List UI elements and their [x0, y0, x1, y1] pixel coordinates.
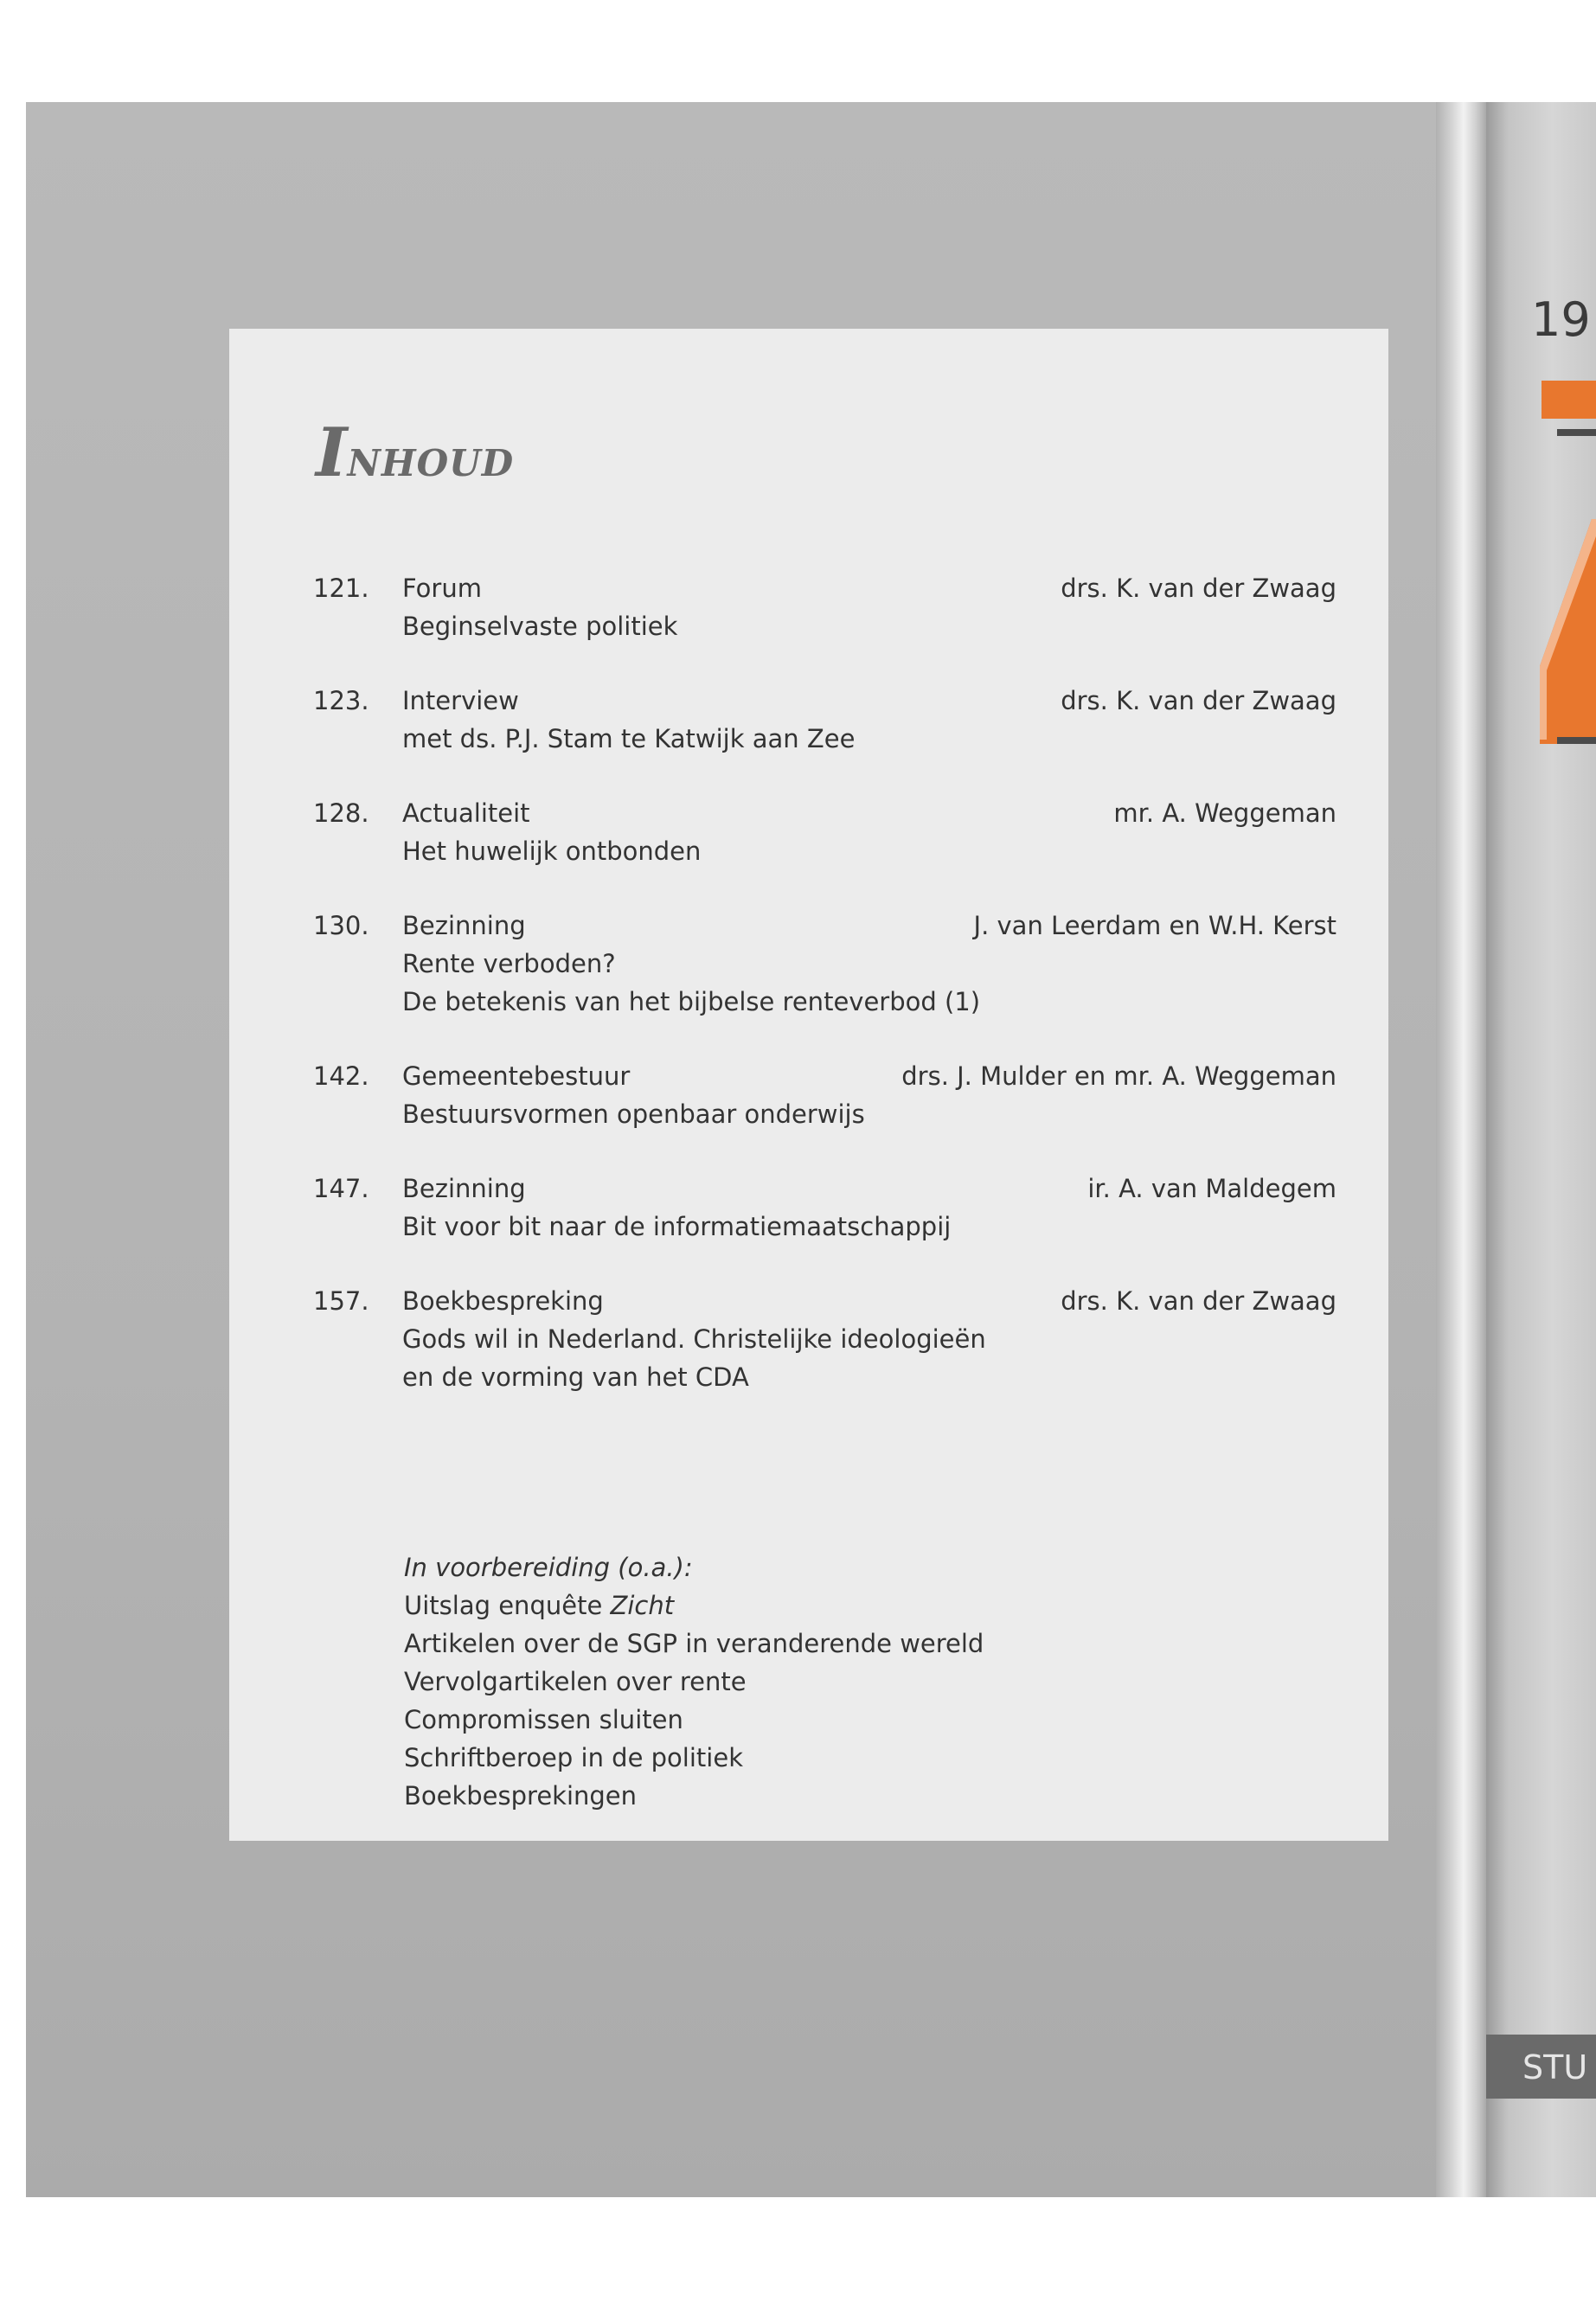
toc-page-number: 128. — [313, 798, 369, 828]
toc-subtitle: Rente verboden? — [402, 949, 616, 978]
in-preparation-item — [404, 1586, 1183, 1625]
page-title — [316, 413, 514, 492]
toc-author: J. van Leerdam en W.H. Kerst — [973, 911, 1336, 940]
adjacent-page-logo-shape — [1531, 519, 1596, 744]
binding-spine — [1436, 102, 1486, 2197]
toc-section: Gemeentebestuur — [402, 1061, 631, 1091]
in-preparation-item: Compromissen sluiten — [404, 1705, 683, 1734]
adjacent-page-accent-bar — [1542, 381, 1596, 419]
toc-section: Bezinning — [402, 1174, 526, 1203]
in-preparation-list — [404, 1548, 1183, 1815]
in-preparation-item: Artikelen over de SGP in veranderende wereld — [404, 1629, 984, 1658]
toc-section: Bezinning — [402, 911, 526, 940]
toc-section: Interview — [402, 686, 519, 715]
toc-page-number: 142. — [313, 1061, 369, 1091]
in-preparation-item-italic: Zicht — [610, 1591, 675, 1620]
toc-section: Boekbespreking — [402, 1286, 604, 1316]
in-preparation-item: Boekbesprekingen — [404, 1781, 638, 1811]
in-preparation-item: Vervolgartikelen over rente — [404, 1667, 747, 1696]
toc-subtitle: Bit voor bit naar de informatiemaatschappij — [402, 1212, 952, 1241]
adjacent-page-year: 19 — [1531, 292, 1591, 347]
toc-author: mr. A. Weggeman — [1113, 798, 1336, 828]
toc-subtitle: en de vorming van het CDA — [402, 1362, 749, 1392]
in-preparation-heading: In voorbereiding (o.a.): — [404, 1553, 693, 1582]
toc-page-number: 121. — [313, 574, 369, 603]
adjacent-page-footer-text: STU — [1522, 2048, 1588, 2086]
toc-subtitle: Bestuursvormen openbaar onderwijs — [402, 1099, 865, 1129]
toc-page-number: 123. — [313, 686, 369, 715]
toc-author: drs. K. van der Zwaag — [1061, 686, 1336, 715]
toc-page-number: 157. — [313, 1286, 369, 1316]
page-title-initial: I — [316, 413, 348, 492]
toc-author: drs. K. van der Zwaag — [1061, 1286, 1336, 1316]
toc-section: Forum — [402, 574, 482, 603]
adjacent-page-dark-bar — [1557, 429, 1596, 436]
toc-subtitle: De betekenis van het bijbelse renteverbod (1) — [402, 987, 981, 1016]
toc-author: ir. A. van Maldegem — [1087, 1174, 1336, 1203]
in-preparation-item-text: Uitslag enquête — [404, 1591, 611, 1620]
in-preparation-item: Schriftberoep in de politiek — [404, 1743, 743, 1772]
toc-author: drs. J. Mulder en mr. A. Weggeman — [901, 1061, 1336, 1091]
toc-subtitle: Het huwelijk ontbonden — [402, 836, 702, 866]
page-title-rest: NHOUD — [347, 442, 515, 484]
toc-author: drs. K. van der Zwaag — [1061, 574, 1336, 603]
toc-subtitle: Gods wil in Nederland. Christelijke ideologieën — [402, 1324, 986, 1354]
toc-section: Actualiteit — [402, 798, 530, 828]
toc-subtitle: met ds. P.J. Stam te Katwijk aan Zee — [402, 724, 856, 753]
toc-page-number: 147. — [313, 1174, 369, 1203]
toc-subtitle: Beginselvaste politiek — [402, 612, 678, 641]
toc-page-number: 130. — [313, 911, 369, 940]
